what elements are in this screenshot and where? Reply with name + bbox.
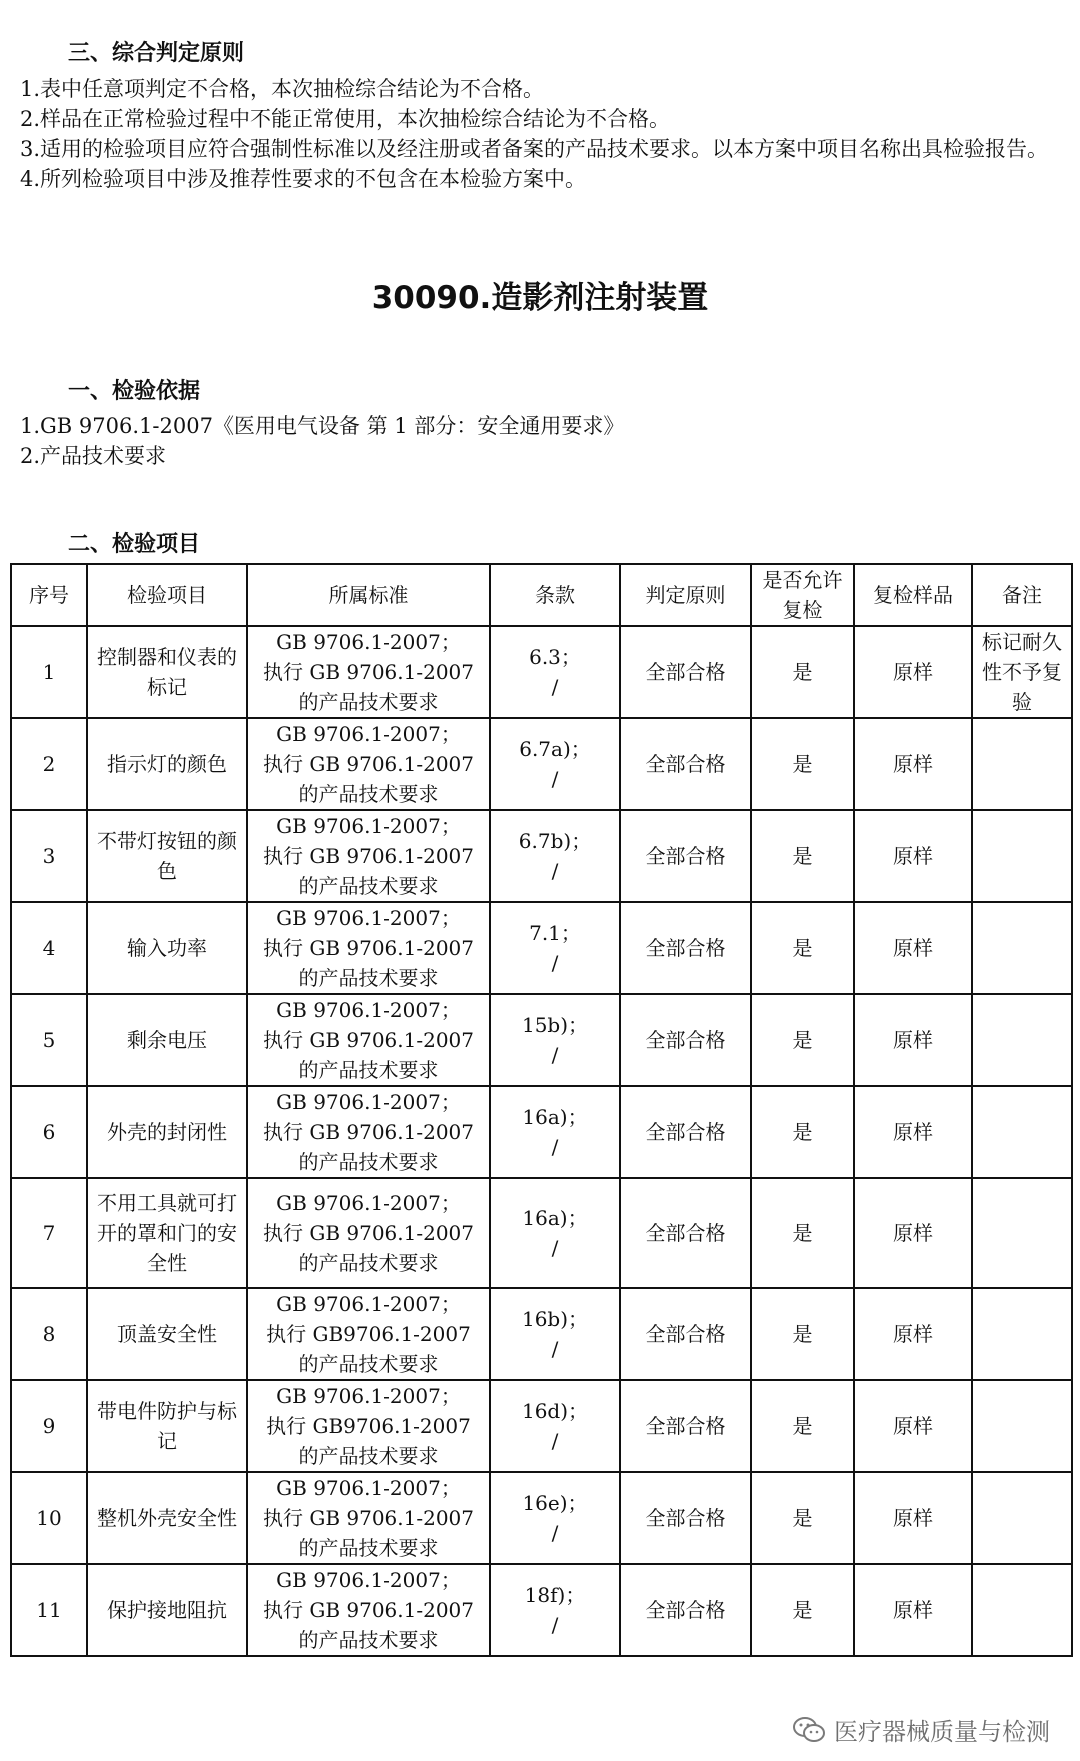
cell-rule <box>620 994 751 1086</box>
cell-recheck <box>751 810 854 902</box>
cell-no <box>11 902 87 994</box>
clause-line: 6.7a)； <box>519 737 591 761</box>
cell-sample <box>854 1380 972 1472</box>
cell-standard <box>247 1380 490 1472</box>
recheck-allowed: 是 <box>792 1120 813 1144</box>
standard-line: 执行 GB 9706.1-2007 <box>262 1120 475 1144</box>
cell-clause <box>490 902 620 994</box>
standard-line: GB 9706.1-2007； <box>276 1568 461 1592</box>
row-number: 10 <box>36 1506 62 1530</box>
standard-line: 执行 GB 9706.1-2007 <box>262 660 475 684</box>
cell-recheck <box>751 626 854 718</box>
table-row <box>11 810 1072 902</box>
cell-standard <box>247 1086 490 1178</box>
item-name: 输入功率 <box>127 936 207 960</box>
cell-clause <box>490 994 620 1086</box>
recheck-allowed: 是 <box>792 1221 813 1245</box>
cell-no <box>11 1380 87 1472</box>
standard-line: 执行 GB 9706.1-2007 <box>262 936 475 960</box>
judgement-rule: 全部合格 <box>645 936 726 960</box>
table-row <box>11 626 1072 718</box>
recheck-sample: 原样 <box>893 660 933 684</box>
cell-sample <box>854 902 972 994</box>
cell-item <box>87 626 247 718</box>
judgement-rule: 全部合格 <box>645 1221 726 1245</box>
row-number: 3 <box>42 844 56 868</box>
cell-item <box>87 1472 247 1564</box>
cell-no <box>11 1178 87 1288</box>
cell-standard <box>247 718 490 810</box>
cell-note <box>972 1288 1072 1380</box>
cell-sample <box>854 810 972 902</box>
item-name: 保护接地阻抗 <box>107 1598 227 1622</box>
judgement-rule: 全部合格 <box>645 1598 726 1622</box>
cell-clause <box>490 1564 620 1656</box>
principles-heading: 三、综合判定原则 <box>68 41 245 66</box>
cell-note <box>972 1564 1072 1656</box>
row-number: 5 <box>42 1028 56 1052</box>
clause-line: 16d)； <box>521 1399 589 1423</box>
header-clause: 条款 <box>490 564 620 626</box>
row-number: 9 <box>42 1414 56 1438</box>
recheck-allowed: 是 <box>792 1028 813 1052</box>
watermark-text: 医疗器械质量与检测 <box>834 1718 1050 1746</box>
cell-recheck <box>751 994 854 1086</box>
cell-clause <box>490 1472 620 1564</box>
cell-item <box>87 902 247 994</box>
header-recheck: 是否允许复检 <box>751 564 854 626</box>
clause-line: / <box>551 951 559 975</box>
table-row <box>11 1472 1072 1564</box>
principle-item: 3.适用的检验项目应符合强制性标准以及经注册或者备案的产品技术要求。以本方案中项目名称出具检验报告。 <box>20 137 1049 161</box>
cell-standard <box>247 902 490 994</box>
basis-item: 1.GB 9706.1-2007《医用电气设备 第 1 部分：安全通用要求》 <box>20 414 625 438</box>
table-row <box>11 1380 1072 1472</box>
cell-standard <box>247 1564 490 1656</box>
cell-item <box>87 718 247 810</box>
cell-sample <box>854 1288 972 1380</box>
recheck-allowed: 是 <box>792 1414 813 1438</box>
cell-item <box>87 994 247 1086</box>
page-title: 30090.造影剂注射装置 <box>371 280 709 316</box>
cell-item <box>87 1380 247 1472</box>
standard-line: GB 9706.1-2007； <box>276 1090 461 1114</box>
cell-recheck <box>751 1086 854 1178</box>
cell-no <box>11 1086 87 1178</box>
row-number: 11 <box>36 1598 62 1622</box>
principle-item: 2.样品在正常检验过程中不能正常使用，本次抽检综合结论为不合格。 <box>20 107 671 131</box>
cell-clause <box>490 810 620 902</box>
cell-note <box>972 810 1072 902</box>
cell-clause <box>490 1380 620 1472</box>
recheck-allowed: 是 <box>792 936 813 960</box>
recheck-allowed: 是 <box>792 1506 813 1530</box>
header-rule: 判定原则 <box>620 564 751 626</box>
clause-line: / <box>551 1429 559 1453</box>
judgement-rule: 全部合格 <box>645 1414 726 1438</box>
header-item: 检验项目 <box>87 564 247 626</box>
cell-no <box>11 626 87 718</box>
clause-line: 6.3； <box>529 645 581 669</box>
cell-standard <box>247 810 490 902</box>
cell-rule <box>620 1288 751 1380</box>
clause-line: 18f)； <box>524 1583 586 1607</box>
cell-rule <box>620 1178 751 1288</box>
cell-rule <box>620 1472 751 1564</box>
cell-recheck <box>751 1380 854 1472</box>
clause-line: / <box>551 1521 559 1545</box>
remark: 标记耐久性不予复验 <box>982 630 1062 714</box>
judgement-rule: 全部合格 <box>645 1028 726 1052</box>
cell-rule <box>620 626 751 718</box>
standard-line: 的产品技术要求 <box>298 1444 439 1468</box>
standard-line: GB 9706.1-2007； <box>276 906 461 930</box>
clause-line: / <box>551 1337 559 1361</box>
clause-line: 16a)； <box>522 1105 588 1129</box>
recheck-sample: 原样 <box>893 844 933 868</box>
standard-line: 的产品技术要求 <box>298 1628 439 1652</box>
cell-recheck <box>751 718 854 810</box>
table-row <box>11 1178 1072 1288</box>
cell-sample <box>854 626 972 718</box>
standard-line: 执行 GB 9706.1-2007 <box>262 1221 475 1245</box>
clause-line: / <box>551 767 559 791</box>
clause-line: 6.7b)； <box>518 829 592 853</box>
items-heading: 二、检验项目 <box>68 532 201 557</box>
cell-item <box>87 1564 247 1656</box>
cell-standard <box>247 1178 490 1288</box>
basis-item: 2.产品技术要求 <box>20 444 167 468</box>
table-row <box>11 718 1072 810</box>
table-row <box>11 1288 1072 1380</box>
recheck-sample: 原样 <box>893 1028 933 1052</box>
standard-line: 执行 GB 9706.1-2007 <box>262 1506 475 1530</box>
row-number: 8 <box>42 1322 56 1346</box>
item-name: 外壳的封闭性 <box>107 1120 227 1144</box>
cell-standard <box>247 1472 490 1564</box>
recheck-allowed: 是 <box>792 660 813 684</box>
inspection-items-table <box>10 563 1073 1657</box>
cell-recheck <box>751 1288 854 1380</box>
recheck-sample: 原样 <box>893 1120 933 1144</box>
cell-clause <box>490 626 620 718</box>
standard-line: 的产品技术要求 <box>298 1150 439 1174</box>
item-name: 不带灯按钮的颜色 <box>97 829 237 883</box>
cell-no <box>11 718 87 810</box>
cell-no <box>11 1288 87 1380</box>
judgement-rule: 全部合格 <box>645 1322 726 1346</box>
cell-note <box>972 1086 1072 1178</box>
cell-sample <box>854 1472 972 1564</box>
judgement-rule: 全部合格 <box>645 1506 726 1530</box>
clause-line: / <box>551 1043 559 1067</box>
cell-recheck <box>751 902 854 994</box>
clause-line: 7.1； <box>529 921 581 945</box>
standard-line: GB 9706.1-2007； <box>276 1191 461 1215</box>
table-row <box>11 1086 1072 1178</box>
cell-rule <box>620 810 751 902</box>
recheck-allowed: 是 <box>792 844 813 868</box>
cell-clause <box>490 1288 620 1380</box>
standard-line: 的产品技术要求 <box>298 1251 439 1275</box>
cell-sample <box>854 718 972 810</box>
standard-line: GB 9706.1-2007； <box>276 722 461 746</box>
cell-recheck <box>751 1178 854 1288</box>
principle-item: 1.表中任意项判定不合格，本次抽检综合结论为不合格。 <box>20 77 545 101</box>
cell-sample <box>854 1564 972 1656</box>
cell-note <box>972 994 1072 1086</box>
standard-line: GB 9706.1-2007； <box>276 630 461 654</box>
standard-line: 的产品技术要求 <box>298 966 439 990</box>
basis-list <box>20 411 1060 471</box>
watermark <box>792 1712 1050 1747</box>
recheck-allowed: 是 <box>792 1598 813 1622</box>
standard-line: 执行 GB 9706.1-2007 <box>262 752 475 776</box>
cell-recheck <box>751 1472 854 1564</box>
standard-line: GB 9706.1-2007； <box>276 814 461 838</box>
row-number: 4 <box>42 936 56 960</box>
standard-line: 执行 GB9706.1-2007 <box>266 1322 471 1346</box>
clause-line: 16e)； <box>522 1491 588 1515</box>
table-row <box>11 1564 1072 1656</box>
cell-sample <box>854 1086 972 1178</box>
cell-note <box>972 1380 1072 1472</box>
standard-line: 的产品技术要求 <box>298 874 439 898</box>
cell-item <box>87 1086 247 1178</box>
cell-no <box>11 1564 87 1656</box>
cell-note <box>972 902 1072 994</box>
clause-line: / <box>551 1135 559 1159</box>
cell-recheck <box>751 1564 854 1656</box>
standard-line: 执行 GB9706.1-2007 <box>266 1414 471 1438</box>
principle-item: 4.所列检验项目中涉及推荐性要求的不包含在本检验方案中。 <box>20 167 587 191</box>
recheck-sample: 原样 <box>893 1221 933 1245</box>
recheck-sample: 原样 <box>893 1322 933 1346</box>
cell-standard <box>247 994 490 1086</box>
clause-line: / <box>551 1613 559 1637</box>
clause-line: / <box>551 859 559 883</box>
cell-no <box>11 1472 87 1564</box>
cell-rule <box>620 1380 751 1472</box>
judgement-rule: 全部合格 <box>645 660 726 684</box>
standard-line: GB 9706.1-2007； <box>276 1292 461 1316</box>
recheck-sample: 原样 <box>893 1414 933 1438</box>
standard-line: 的产品技术要求 <box>298 1058 439 1082</box>
cell-rule <box>620 1086 751 1178</box>
cell-item <box>87 810 247 902</box>
cell-item <box>87 1178 247 1288</box>
row-number: 1 <box>42 660 56 684</box>
clause-line: 16a)； <box>522 1206 588 1230</box>
cell-note <box>972 1472 1072 1564</box>
cell-no <box>11 994 87 1086</box>
standard-line: 的产品技术要求 <box>298 1352 439 1376</box>
item-name: 剩余电压 <box>127 1028 207 1052</box>
cell-note <box>972 626 1072 718</box>
header-sample: 复检样品 <box>854 564 972 626</box>
standard-line: 执行 GB 9706.1-2007 <box>262 1028 475 1052</box>
cell-item <box>87 1288 247 1380</box>
cell-standard <box>247 1288 490 1380</box>
standard-line: GB 9706.1-2007； <box>276 1476 461 1500</box>
cell-note <box>972 1178 1072 1288</box>
item-name: 不用工具就可打开的罩和门的安全性 <box>97 1191 237 1275</box>
recheck-sample: 原样 <box>893 1506 933 1530</box>
cell-clause <box>490 1086 620 1178</box>
judgement-rule: 全部合格 <box>645 752 726 776</box>
recheck-sample: 原样 <box>893 752 933 776</box>
recheck-allowed: 是 <box>792 1322 813 1346</box>
header-note: 备注 <box>972 564 1072 626</box>
item-name: 指示灯的颜色 <box>107 752 227 776</box>
table-row <box>11 902 1072 994</box>
standard-line: 执行 GB 9706.1-2007 <box>262 844 475 868</box>
basis-heading: 一、检验依据 <box>68 379 201 404</box>
clause-line: 16b)； <box>521 1307 589 1331</box>
clause-line: 15b)； <box>521 1013 589 1037</box>
row-number: 7 <box>42 1221 56 1245</box>
recheck-allowed: 是 <box>792 752 813 776</box>
recheck-sample: 原样 <box>893 936 933 960</box>
wechat-icon <box>792 1716 826 1744</box>
cell-sample <box>854 1178 972 1288</box>
standard-line: 的产品技术要求 <box>298 782 439 806</box>
cell-clause <box>490 1178 620 1288</box>
recheck-sample: 原样 <box>893 1598 933 1622</box>
row-number: 6 <box>42 1120 56 1144</box>
header-no: 序号 <box>11 564 87 626</box>
item-name: 整机外壳安全性 <box>97 1506 237 1530</box>
row-number: 2 <box>42 752 56 776</box>
standard-line: GB 9706.1-2007； <box>276 1384 461 1408</box>
cell-sample <box>854 994 972 1086</box>
clause-line: / <box>551 1236 559 1260</box>
table-header-row <box>11 564 1072 626</box>
standard-line: 的产品技术要求 <box>298 1536 439 1560</box>
item-name: 控制器和仪表的标记 <box>97 645 237 699</box>
judgement-rule: 全部合格 <box>645 1120 726 1144</box>
cell-rule <box>620 902 751 994</box>
cell-rule <box>620 718 751 810</box>
principles-list <box>20 74 1060 194</box>
judgement-rule: 全部合格 <box>645 844 726 868</box>
cell-rule <box>620 1564 751 1656</box>
cell-note <box>972 718 1072 810</box>
item-name: 顶盖安全性 <box>117 1322 217 1346</box>
standard-line: GB 9706.1-2007； <box>276 998 461 1022</box>
item-name: 带电件防护与标记 <box>97 1399 237 1453</box>
cell-standard <box>247 626 490 718</box>
header-standard: 所属标准 <box>247 564 490 626</box>
clause-line: / <box>551 675 559 699</box>
table-row <box>11 994 1072 1086</box>
table-body <box>11 626 1072 1656</box>
standard-line: 执行 GB 9706.1-2007 <box>262 1598 475 1622</box>
cell-no <box>11 810 87 902</box>
cell-clause <box>490 718 620 810</box>
standard-line: 的产品技术要求 <box>298 690 439 714</box>
